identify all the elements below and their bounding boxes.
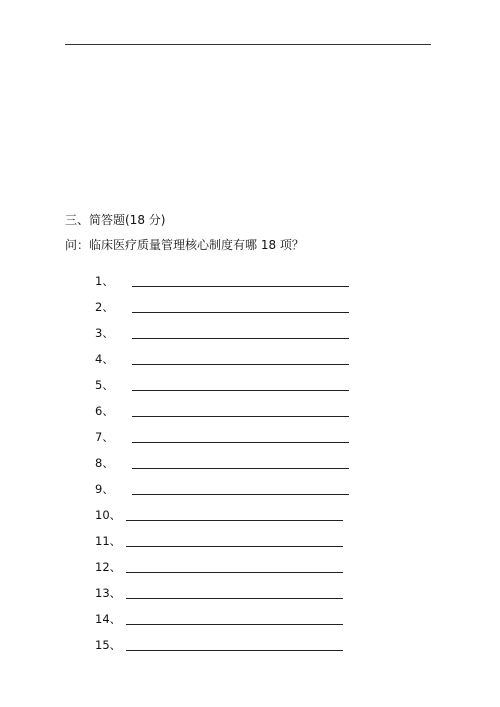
answer-blank-line	[126, 650, 343, 651]
answer-number: 15、	[95, 638, 122, 652]
answer-blank-line	[132, 468, 349, 469]
answer-blank-line	[126, 520, 343, 521]
question-text: 问：临床医疗质量管理核心制度有哪 18 项？	[65, 238, 304, 252]
answer-row	[95, 299, 355, 315]
answer-number: 11、	[95, 534, 122, 548]
answer-number: 7、	[95, 430, 114, 444]
answer-blank-line	[132, 338, 349, 339]
answer-blank-line	[132, 312, 349, 313]
answer-number: 4、	[95, 352, 114, 366]
answer-blank-line	[126, 598, 343, 599]
answer-blank-line	[132, 494, 349, 495]
answer-row	[95, 611, 355, 627]
answer-row	[95, 533, 355, 549]
answer-row	[95, 325, 355, 341]
answer-row	[95, 351, 355, 367]
answer-row	[95, 429, 355, 445]
answer-number: 14、	[95, 612, 122, 626]
answer-blank-line	[132, 442, 349, 443]
answer-number: 9、	[95, 482, 114, 496]
answer-blank-line	[132, 364, 349, 365]
header-rule	[65, 44, 431, 45]
section-heading: 三、简答题(18 分)	[65, 213, 166, 227]
answer-blank-line	[132, 390, 349, 391]
answer-row	[95, 403, 355, 419]
answer-row	[95, 559, 355, 575]
answer-blank-line	[126, 624, 343, 625]
answer-blank-line	[126, 572, 343, 573]
answer-blank-line	[132, 416, 349, 417]
answer-number: 5、	[95, 378, 114, 392]
answer-number: 13、	[95, 586, 122, 600]
answer-row	[95, 481, 355, 497]
answer-number: 10、	[95, 508, 122, 522]
answer-number: 12、	[95, 560, 122, 574]
answer-row	[95, 637, 355, 653]
answer-number: 3、	[95, 326, 114, 340]
answer-number: 8、	[95, 456, 114, 470]
answer-blank-line	[132, 286, 349, 287]
answer-number: 2、	[95, 300, 114, 314]
answer-row	[95, 455, 355, 471]
answer-blank-line	[126, 546, 343, 547]
answer-number: 6、	[95, 404, 114, 418]
answer-number: 1、	[95, 274, 114, 288]
answer-row	[95, 377, 355, 393]
answer-row	[95, 585, 355, 601]
answer-row	[95, 507, 355, 523]
answer-row	[95, 273, 355, 289]
